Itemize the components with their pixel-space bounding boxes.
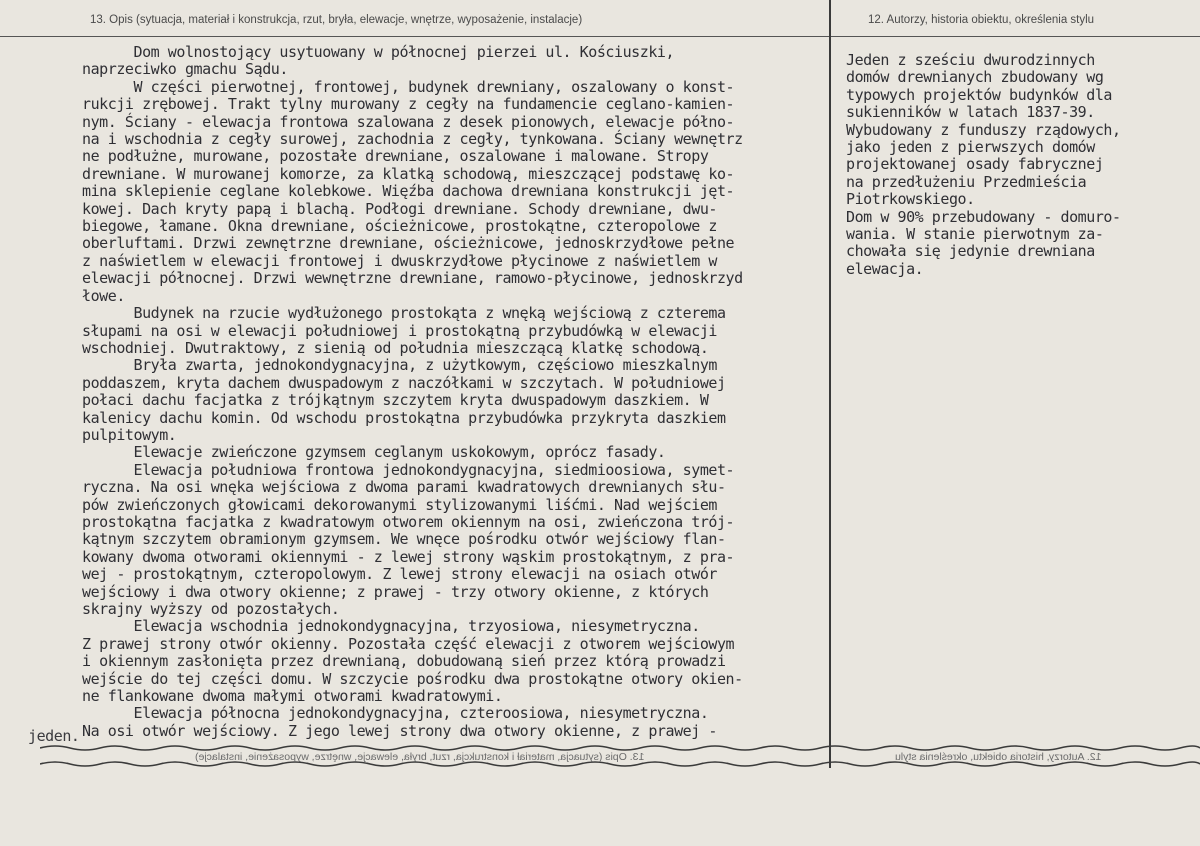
history-line: wania. W stanie pierwotnym za- [846,225,1104,244]
history-line: Dom w 90% przebudowany - domuro- [846,207,1121,226]
description-line: wej - prostokątnym, czteropolowym. Z lewej strony elewacji na osiach otwór [82,565,717,584]
history-line: sukienników w latach 1837-39. [846,103,1095,122]
column-divider [829,0,831,768]
description-line: Elewacja wschodnia jednokondygnacyjna, trzyosiowa, niesymetryczna. [82,617,700,636]
history-line: chowała się jedynie drewniana [846,242,1095,261]
description-line: kowej. Dach kryty papą i blachą. Podłogi drewniane. Schody drewniane, dwu- [82,199,717,218]
description-line: elewacji północnej. Drzwi wewnętrzne drewniane, ramowo-płycinowe, jednoskrzyd [82,269,743,288]
description-line: pów zwieńczonych głowicami dekorowanymi stylizowanymi liśćmi. Nad wejściem [82,495,717,514]
description-line: prostokątna facjatka z kwadratowym otworem okiennym na osi, zwieńczona trój- [82,512,735,531]
description-line: Budynek na rzucie wydłużonego prostokąta z wnęką wejściową z czterema [82,304,726,323]
description-line: kalenicy dachu komin. Od wschodu prostokątna przybudówka przykryta daszkiem [82,408,726,427]
mirrored-section-13-label: 13. Opis (sytuacja, materiał i konstrukcja, rzut, bryła, elewacje, wnętrze, wyposażenie, instalacje) [195,751,645,763]
description-line: Bryła zwarta, jednokondygnacyjna, z użytkowym, częściowo mieszkalnym [82,356,717,375]
description-line: kątnym szczytem obramionym gzymsem. We wnęce pośrodku otwór wejściowy flan- [82,530,726,549]
description-line: ne flankowane dwoma małymi otworami kwadratowymi. [82,687,503,706]
description-line: wschodniej. Dwutraktowy, z sienią od południa mieszczącą klatkę schodową. [82,338,709,357]
history-line: jako jeden z pierwszych domów [846,138,1095,157]
description-line: ryczna. Na osi wnęka wejściowa z dwoma parami kwadratowych drewnianych słu- [82,478,726,497]
description-line: Elewacje zwieńczone gzymsem ceglanym uskokowym, oprócz fasady. [82,443,666,462]
section-12-header: 12. Autorzy, historia obiektu, określenia stylu [868,14,1095,26]
history-line: na przedłużeniu Przedmieścia [846,172,1087,191]
description-line: i okiennym zasłonięta przez drewnianą, dobudowaną sień przez którą prowadzi [82,652,726,671]
description-line: Elewacja północna jednokondygnacyjna, czteroosiowa, niesymetryczna. [82,704,709,723]
description-line: poddaszem, kryta dachem dwuspadowym z naczółkami w szczytach. W południowej [82,373,726,392]
description-line: łowe. [82,286,125,305]
overflow-line: jeden. [28,727,80,745]
description-line: pulpitowym. [82,425,177,444]
description-line: słupami na osi w elewacji południowej i prostokątną przybudówką w elewacji [82,321,717,340]
description-line: skrajny wyższy od pozostałych. [82,600,340,618]
description-line: Elewacja południowa frontowa jednokondygnacyjna, siedmioosiowa, symet- [82,460,735,479]
header-rule [0,36,1200,37]
description-line: kowany dwoma otworami okiennymi - z lewej strony wąskim prostokątnym, z pra- [82,547,735,566]
description-line: na i wschodnia z cegły surowej, zachodnia z cegły, tynkowana. Ściany wewnętrz [82,130,743,149]
description-line: Z prawej strony otwór okienny. Pozostała część elewacji z otworem wejściowym [82,634,735,653]
history-column [846,52,1186,278]
description-line: nym. Ściany - elewacja frontowa szalowana z desek pionowych, elewacje półno- [82,112,735,131]
section-13-header: 13. Opis (sytuacja, materiał i konstrukcja, rzut, bryła, elewacje, wnętrze, wyposażenie, instalacje) [90,14,583,26]
description-line: mina sklepienie ceglane kolebkowe. Więźba dachowa drewniana konstrukcji jęt- [82,182,735,201]
history-line: Piotrkowskiego. [846,190,975,209]
mirrored-section-12-label: 12. Autorzy, historia obiektu, określenia stylu [895,751,1102,763]
description-line: wejściowy i dwa otwory okienne; z prawej - trzy otwory okienne, z których [82,582,709,601]
history-line: typowych projektów budynków dla [846,85,1113,104]
description-line: wejście do tej części domu. W szczycie pośrodku dwa prostokątne otwory okien- [82,669,743,688]
history-line: domów drewnianych zbudowany wg [846,68,1104,87]
history-line: projektowanej osady fabrycznej [846,155,1104,174]
description-line: ne podłużne, murowane, pozostałe drewniane, oszalowane i malowane. Stropy [82,147,709,166]
description-line: połaci dachu facjatka z trójkątnym szczytem kryta dwuspadowym daszkiem. W [82,391,709,410]
history-line: Wybudowany z funduszy rządowych, [846,120,1121,139]
description-line: z naświetlem w elewacji frontowej i dwuskrzydłowe płycinowe z naświetlem w [82,251,717,270]
history-line: elewacja. [846,259,924,278]
history-line: Jeden z sześciu dwurodzinnych [846,51,1095,69]
description-line: drewniane. W murowanej komorze, za klatką schodową, mieszczącej podstawę ko- [82,164,735,183]
description-line: biegowe, łamane. Okna drewniane, ościeżnicowe, prostokątne, czteropolowe z [82,217,717,236]
description-column [82,44,826,740]
description-line: W części pierwotnej, frontowej, budynek drewniany, oszalowany o konst- [82,77,735,96]
description-line: naprzeciwko gmachu Sądu. [82,60,288,79]
description-line: Dom wolnostojący usytuowany w północnej pierzei ul. Kościuszki, [82,43,675,61]
description-line: Na osi otwór wejściowy. Z jego lewej strony dwa otwory okienne, z prawej - [82,721,717,740]
description-line: oberluftami. Drzwi zewnętrzne drewniane, ościeżnicowe, jednoskrzydłowe pełne [82,234,735,253]
description-line: rukcji zrębowej. Trakt tylny murowany z cegły na fundamencie ceglano-kamien- [82,95,735,114]
